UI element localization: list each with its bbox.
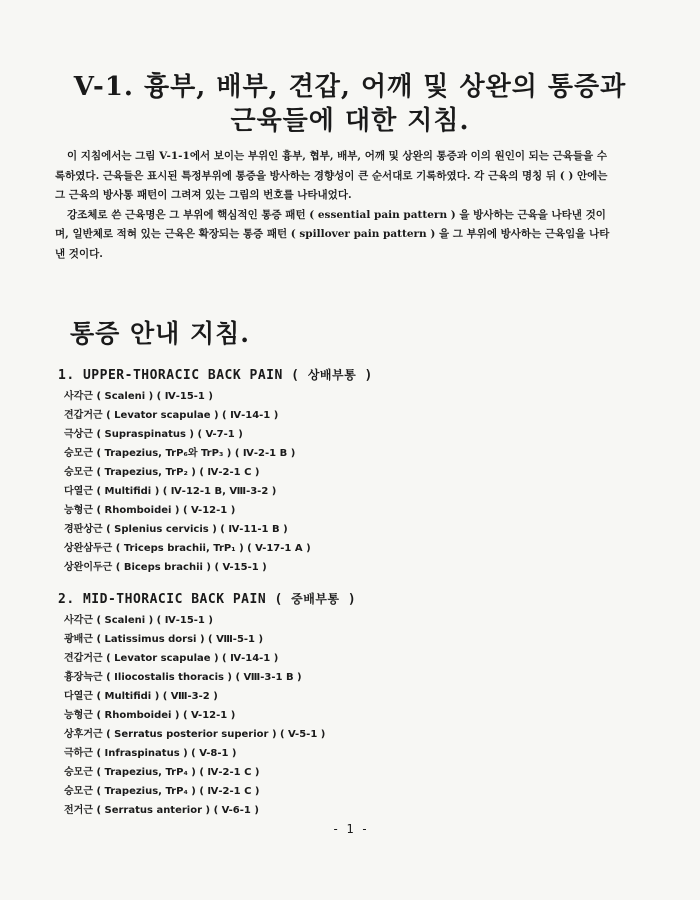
intro-paragraph-2: 강조체로 쓴 근육명은 그 부위에 핵심적인 통증 패턴 ( essential pain pattern ) 을 방사하는 근육을 나타낸 것이며, 일반체로 적혀 있는 근육은 확장되는 통증 패턴 ( spillover pain pattern ) 을 그 부위에 방사하는 근육임을 나타낸 것이다.: [55, 208, 610, 260]
muscle-item: 전거근 ( Serratus anterior ) ( V-6-1 ): [64, 805, 259, 816]
muscle-item: 승모근 ( Trapezius, TrP₂ ) ( Ⅳ-2-1 C ): [64, 467, 260, 478]
muscle-item: 다열근 ( Multifidi ) ( Ⅳ-12-1 B, Ⅷ-3-2 ): [64, 486, 277, 497]
section-upper-thoracic: [58, 366, 638, 577]
muscle-item: 극상근 ( Supraspinatus ) ( V-7-1 ): [64, 429, 243, 440]
section-title-ko: 중배부통: [291, 592, 340, 606]
muscle-item: 승모근 ( Trapezius, TrP₆와 TrP₃ ) ( Ⅳ-2-1 B ): [64, 448, 296, 459]
section-mid-thoracic: [58, 590, 638, 820]
muscle-item: 승모근 ( Trapezius, TrP₄ ) ( Ⅳ-2-1 C ): [64, 767, 260, 778]
muscle-item: 견갑거근 ( Levator scapulae ) ( Ⅳ-14-1 ): [64, 410, 279, 421]
section-title: [58, 366, 638, 383]
intro-text: [55, 147, 615, 264]
section-title-end: ): [347, 592, 357, 607]
section-title-en: 2. MID-THORACIC BACK PAIN (: [58, 592, 283, 607]
guide-heading: 통증 안내 지침.: [70, 319, 251, 348]
muscle-item: 견갑거근 ( Levator scapulae ) ( Ⅳ-14-1 ): [64, 653, 279, 664]
muscle-item: 극하근 ( Infraspinatus ) ( V-8-1 ): [64, 748, 237, 759]
page-title-line1: V-1. 흉부, 배부, 견갑, 어깨 및 상완의 통증과: [73, 72, 627, 102]
muscle-item: 상후거근 ( Serratus posterior superior ) ( V-5-1 ): [64, 729, 326, 740]
page-title-line2: 근육들에 대한 지침.: [230, 106, 470, 136]
muscle-item: 사각근 ( Scaleni ) ( Ⅳ-15-1 ): [64, 391, 213, 402]
muscle-item: 상완삼두근 ( Triceps brachii, TrP₁ ) ( V-17-1 A ): [64, 543, 311, 554]
muscle-item: 사각근 ( Scaleni ) ( Ⅳ-15-1 ): [64, 615, 213, 626]
section-title-en: 1. UPPER-THORACIC BACK PAIN (: [58, 368, 300, 383]
page-number: - 1 -: [331, 822, 369, 836]
muscle-item: 상완이두근 ( Biceps brachii ) ( V-15-1 ): [64, 562, 267, 573]
muscle-item: 흉장늑근 ( Iliocostalis thoracis ) ( Ⅷ-3-1 B ): [64, 672, 302, 683]
muscle-item: 다열근 ( Multifidi ) ( Ⅷ-3-2 ): [64, 691, 218, 702]
intro-paragraph-1: 이 지침에서는 그림 V-1-1에서 보이는 부위인 흉부, 협부, 배부, 어깨 및 상완의 통증과 이의 원인이 되는 근육들을 수록하였다. 근육들은 표시된 특정부위에 통증을 방사하는 경향성이 큰 순서대로 기록하였다. 각 근육의 명칭 뒤 ( ) 안에는 그 근육의 방사통 패턴이 그려져 있는 그림의 번호를 나타내었다.: [55, 150, 608, 201]
muscle-item: 승모근 ( Trapezius, TrP₄ ) ( Ⅳ-2-1 C ): [64, 786, 260, 797]
section-title: [58, 590, 638, 607]
muscle-item: 능형근 ( Rhomboidei ) ( V-12-1 ): [64, 710, 236, 721]
muscle-list: [58, 387, 638, 577]
muscle-list: [58, 611, 638, 820]
section-title-ko: 상배부통: [307, 368, 357, 382]
muscle-item: 경판상근 ( Splenius cervicis ) ( Ⅳ-11-1 B ): [64, 524, 288, 535]
muscle-item: 광배근 ( Latissimus dorsi ) ( Ⅷ-5-1 ): [64, 634, 264, 645]
section-title-end: ): [364, 368, 373, 383]
muscle-item: 능형근 ( Rhomboidei ) ( V-12-1 ): [64, 505, 236, 516]
